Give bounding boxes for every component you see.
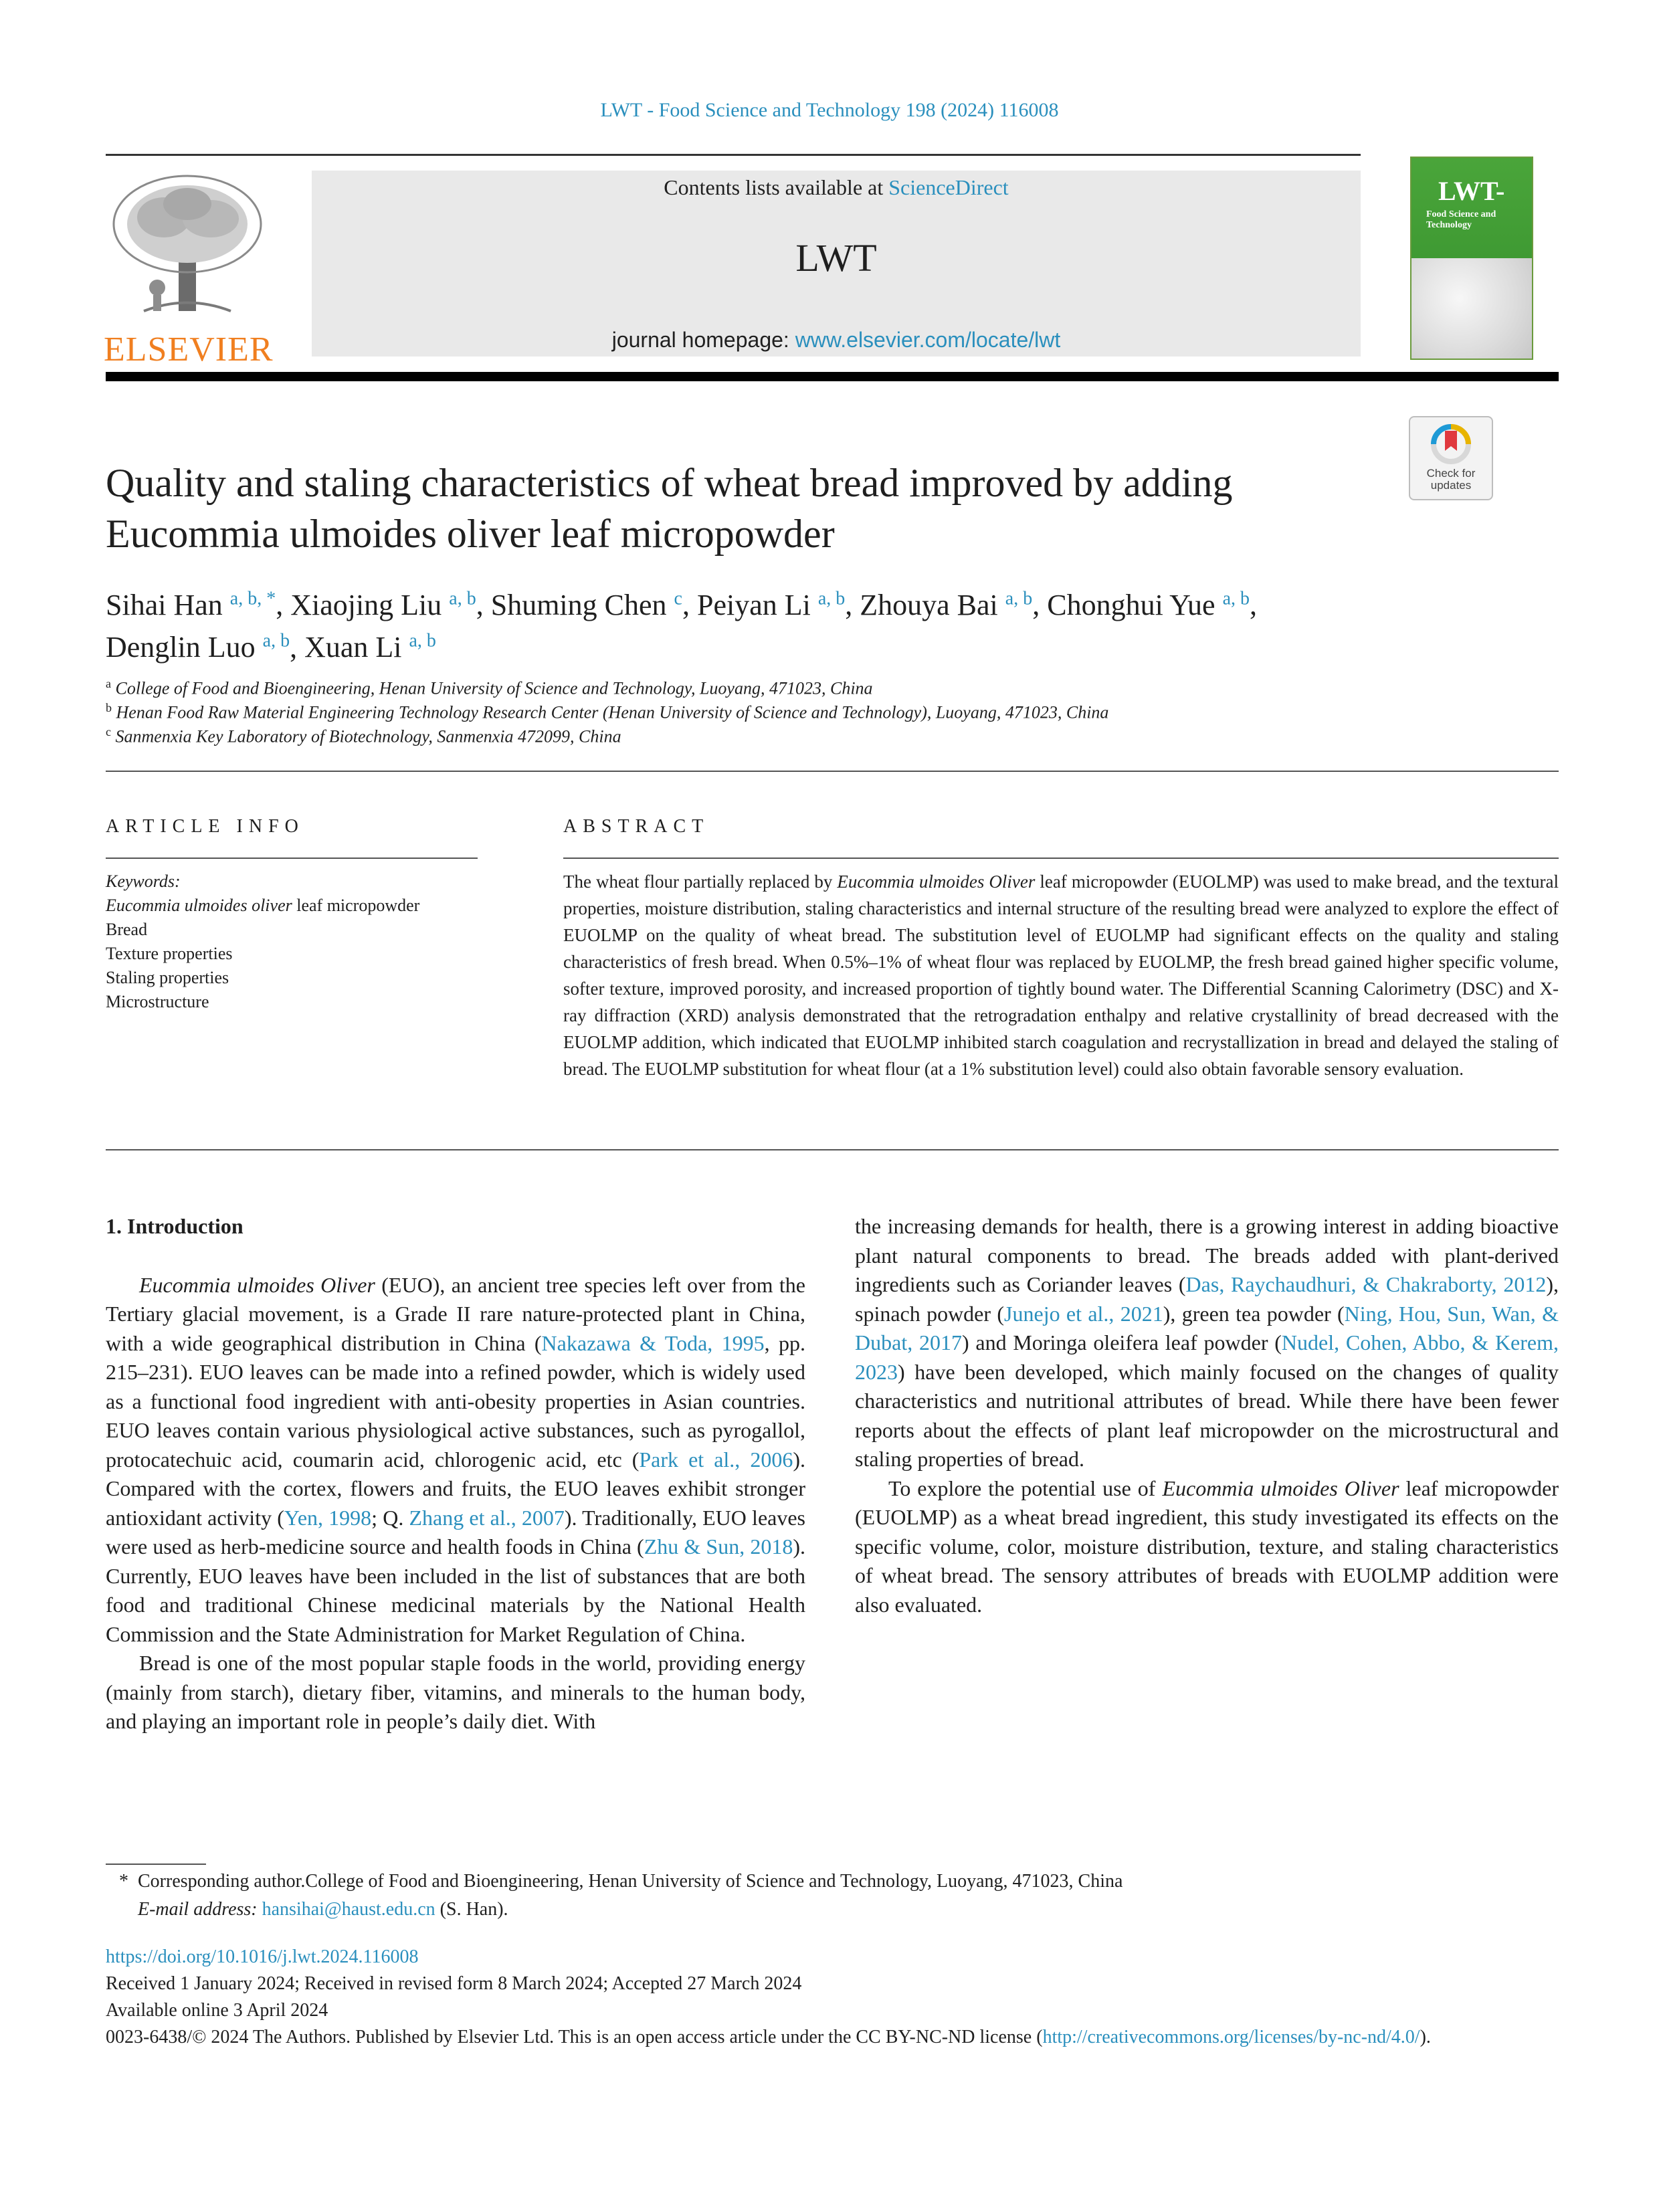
cover-subtitle: Food Science and Technology — [1426, 209, 1496, 230]
divider — [106, 771, 1559, 772]
author[interactable]: Xuan Li $^{a, b}$ — [304, 630, 436, 664]
available-online: Available online 3 April 2024 — [106, 2000, 328, 2021]
email-link[interactable]: hansihai@haust.edu.cn — [262, 1899, 435, 1920]
author-list: Sihai Han $^{a, b, *}$, Xiaojing Liu $^{a, b}$, Shuming Chen $^c$, Peiyan Li $^{a, b}$, Zhouya Bai $^{a, b}$, Chonghui Yue $^{a, b}$, Denglin Luo $^{a, b}$, Xuan Li $^{a, b}$ — [106, 588, 1258, 664]
section-heading: 1. Introduction — [106, 1214, 243, 1238]
author[interactable]: Zhouya Bai $^{a, b}$ — [860, 588, 1033, 621]
abstract-text: The wheat flour partially replaced by Eucommia ulmoides Oliver leaf micropowder (EUOLMP) was used to make bread, and the textural properties, moisture distribution, staling characteristics and internal structure of the resulting bread were analyzed to explore the effect of EUOLMP on the quality of wheat bread. The substitution level of EUOLMP had significant effects on the quality and staling characteristics of fresh bread. When 0.5%–1% of wheat flour was replaced by EUOLMP, the fresh bread gained higher specific volume, softer texture, improved porosity, and increased proportion of tightly bound water. The Differential Scanning Calorimetry (DSC) and X-ray diffraction (XRD) analysis demonstrated that the retrogradation enthalpy and relative crystallinity of bread decreased with the EUOLMP addition, which indicated that EUOLMP inhibited starch coagulation and recrystallization in bread and delayed the staling of bread. The EUOLMP substitution for wheat flour (at a 1% substitution level) could also obtain favorable sensory evaluation. — [563, 872, 1559, 1079]
abstract-rule — [563, 858, 1559, 859]
journal-homepage — [312, 328, 1361, 353]
keyword[interactable]: Staling properties — [106, 968, 229, 987]
keyword[interactable]: Texture properties — [106, 944, 233, 963]
cover-title: LWT- — [1438, 176, 1505, 206]
keyword[interactable]: Bread — [106, 920, 148, 939]
keyword[interactable]: Eucommia ulmoides oliver leaf micropowder — [106, 896, 420, 915]
right-column — [855, 1212, 1559, 1619]
affiliation: $^a$ College of Food and Bioengineering, Henan University of Science and Technology, Luoyang, 471023, China — [106, 677, 873, 698]
article-info-rule — [106, 858, 478, 859]
footnote-rule — [106, 1864, 206, 1865]
author[interactable]: Sihai Han $^{a, b, *}$ — [106, 588, 276, 621]
elsevier-tree-icon — [104, 171, 271, 321]
divider — [106, 1149, 1559, 1150]
contents-prefix: Contents lists available at — [664, 175, 889, 199]
citation-link[interactable]: Nudel, Cohen, Abbo, & Kerem, 2023 — [855, 1330, 1559, 1384]
author[interactable]: Xiaojing Liu $^{a, b}$ — [290, 588, 476, 621]
license: 0023-6438/© 2024 The Authors. Published by Elsevier Ltd. This is an open access article under the CC BY-NC-ND license (http://creativecommons.org/licenses/by-nc-nd/4.0/). — [106, 2027, 1431, 2047]
contents-line — [312, 175, 1361, 200]
citation-link[interactable]: Zhu & Sun, 2018 — [644, 1534, 793, 1559]
paragraph: the increasing demands for health, there is a growing interest in adding bioactive plant natural components to bread. The breads added with plant-derived ingredients such as Coriander leaves (Das, Raychaudhuri, & Chakraborty, 2012), spinach powder (Junejo et al., 2021), green tea powder (Ning, Hou, Sun, Wan, & Dubat, 2017) and Moringa oleifera leaf powder (Nudel, Cohen, Abbo, & Kerem, 2023) have been developed, which mainly focused on the changes of quality characteristics and nutritional attributes of bread. While there have been fewer reports about the effects of plant leaf micropowder on the microstructural and staling properties of bread. — [855, 1214, 1559, 1471]
bookmark-icon — [1428, 423, 1474, 464]
title-line-1: Quality and staling characteristics of wheat bread improved by adding — [106, 461, 1233, 505]
cover-header — [1411, 158, 1532, 258]
keywords-block — [106, 870, 480, 1014]
sciencedirect-link[interactable]: ScienceDirect — [888, 175, 1009, 199]
check-for-updates-badge[interactable] — [1409, 416, 1493, 500]
article-info-label: ARTICLE INFO — [106, 816, 304, 837]
author[interactable]: Shuming Chen $^c$ — [490, 588, 682, 621]
publisher-name: ELSEVIER — [104, 330, 274, 369]
citation-link[interactable]: Ning, Hou, Sun, Wan, & Dubat, 2017 — [855, 1301, 1559, 1354]
paragraph: Bread is one of the most popular staple foods in the world, providing energy (mainly from starch), dietary fiber, vitamins, and minerals to the human body, and playing an important role in people’s daily diet. With — [106, 1651, 805, 1733]
footnote — [119, 1868, 1559, 1924]
affiliation: $^c$ Sanmenxia Key Laboratory of Biotechnology, Sanmenxia 472099, China — [106, 725, 621, 746]
elsevier-logo — [104, 171, 274, 369]
journal-cover[interactable] — [1410, 157, 1533, 360]
author[interactable]: Denglin Luo $^{a, b}$ — [106, 630, 290, 664]
email-line: E-mail address: hansihai@haust.edu.cn (S. Han). — [138, 1899, 508, 1920]
citation-link[interactable]: Junejo et al., 2021 — [1004, 1301, 1163, 1326]
title-line-2: Eucommia ulmoides oliver leaf micropowder — [106, 512, 835, 556]
paragraph: Eucommia ulmoides Oliver (EUO), an ancient tree species left over from the Tertiary glacial movement, is a Grade II rare nature-protected plant in China, with a wide geographical distribution in China (Nakazawa & Toda, 1995, pp. 215–231). EUO leaves can be made into a refined powder, which is widely used as a functional food ingredient with anti-obesity properties in Asian countries. EUO leaves contain various physiological active substances, such as pyrogallol, protocatechuic acid, coumarin acid, chlorogenic acid, etc (Park et al., 2006). Compared with the cortex, flowers and fruits, the EUO leaves exhibit stronger antioxidant activity (Yen, 1998; Q. Zhang et al., 2007). Traditionally, EUO leaves were used as herb-medicine source and health foods in China (Zhu & Sun, 2018). Currently, EUO leaves have been included in the list of substances that are both food and traditional Chinese medicinal materials by the National Health Commission and the State Administration for Market Regulation of China. — [106, 1272, 806, 1646]
license-link[interactable]: http://creativecommons.org/licenses/by-nc-nd/4.0/ — [1042, 2027, 1420, 2047]
cover-image — [1411, 258, 1532, 359]
left-column — [106, 1212, 805, 1736]
author[interactable]: Peiyan Li $^{a, b}$ — [696, 588, 846, 621]
citation-link[interactable]: Zhang et al., 2007 — [409, 1505, 565, 1530]
paragraph: To explore the potential use of Eucommia ulmoides Oliver leaf micropowder (EUOLMP) as a wheat bread ingredient, this study investigated its effects on the specific volume, color, moisture distribution, texture, and staling characteristics of wheat bread. The sensory attributes of breads with EUOLMP addition were also evaluated. — [855, 1476, 1559, 1617]
header-thick-rule — [106, 372, 1559, 381]
keywords-label: Keywords: — [106, 872, 181, 891]
homepage-link[interactable]: www.elsevier.com/locate/lwt — [795, 328, 1061, 352]
keyword[interactable]: Microstructure — [106, 992, 209, 1011]
corresponding-author: * Corresponding author.College of Food and Bioengineering, Henan University of Science and Technology, Luoyang, 471023, China — [119, 1871, 1123, 1892]
journal-reference[interactable]: LWT - Food Science and Technology 198 (2024) 116008 — [600, 99, 1059, 121]
received-dates: Received 1 January 2024; Received in revised form 8 March 2024; Accepted 27 March 2024 — [106, 1973, 802, 1994]
homepage-prefix: journal homepage: — [611, 328, 795, 352]
citation-link[interactable]: Yen, 1998 — [284, 1505, 372, 1530]
author[interactable]: Chonghui Yue $^{a, b}$ — [1047, 588, 1250, 621]
journal-name: LWT — [795, 236, 877, 280]
citation-link[interactable]: Das, Raychaudhuri, & Chakraborty, 2012 — [1185, 1272, 1547, 1296]
doi-link[interactable]: https://doi.org/10.1016/j.lwt.2024.116008 — [106, 1946, 419, 1967]
abstract-label: ABSTRACT — [563, 816, 710, 837]
check-updates-label: Check for updates — [1426, 467, 1476, 492]
article-title — [106, 458, 1377, 559]
citation-link[interactable]: Nakazawa & Toda, 1995 — [541, 1330, 765, 1355]
header-rule — [106, 154, 1361, 156]
affiliation: $^b$ Henan Food Raw Material Engineering Technology Research Center (Henan University of Science and Technology), Luoyang, 471023, China — [106, 701, 1109, 722]
front-matter — [106, 1944, 1559, 2051]
citation-link[interactable]: Park et al., 2006 — [639, 1447, 793, 1472]
